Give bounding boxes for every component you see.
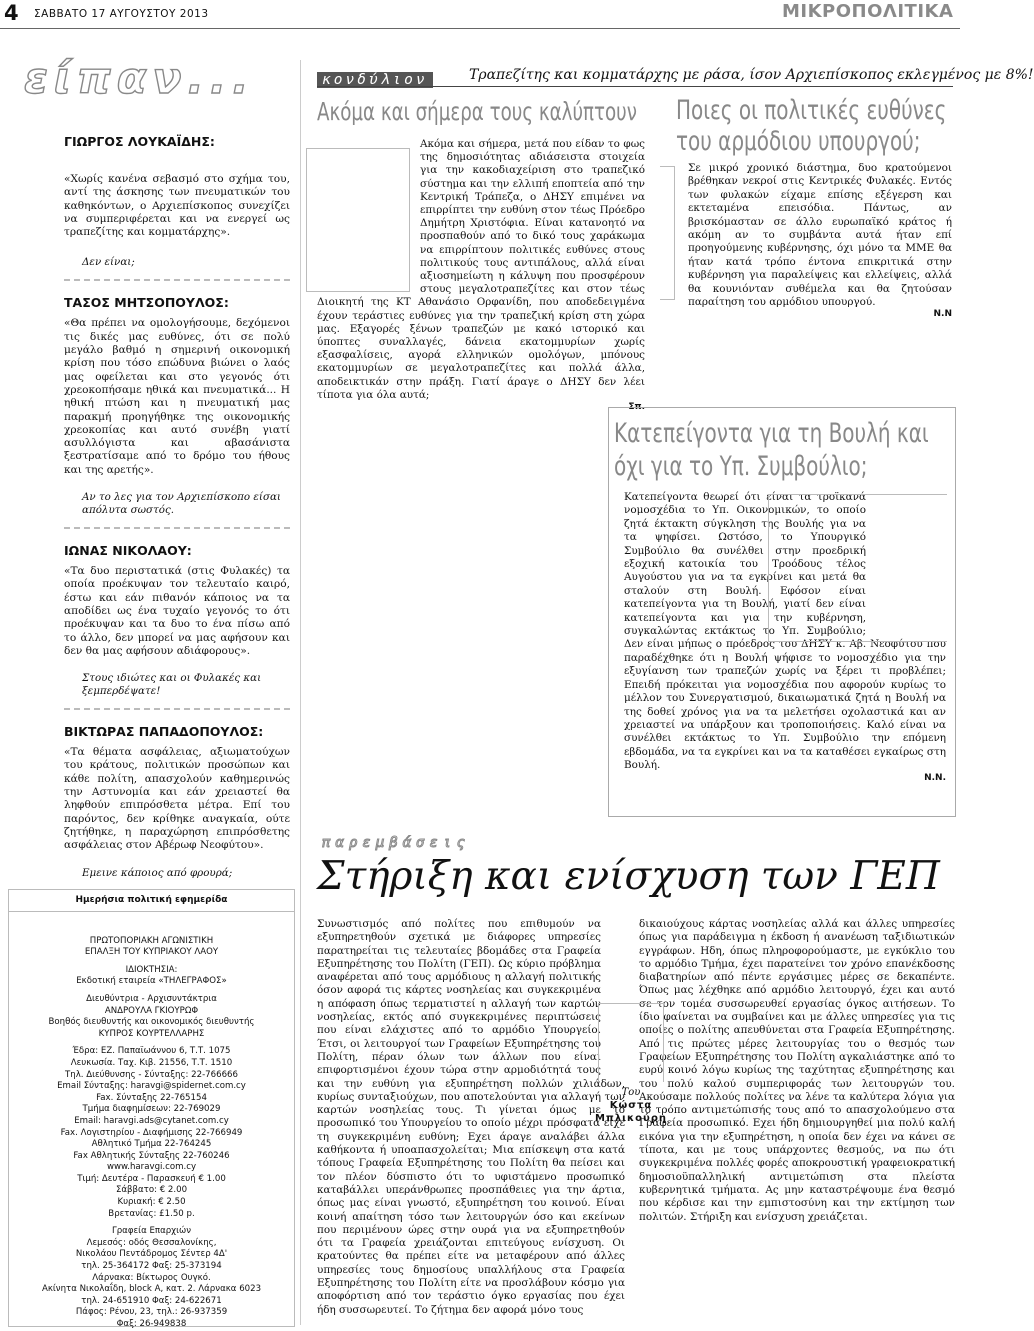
imprint-line: Λευκωσία. Ταχ. Κιβ. 21556, Τ.Τ. 1510 bbox=[70, 1057, 233, 1068]
page-number: 4 bbox=[4, 1, 19, 25]
kondylion-kicker: Τραπεζίτης και κομματάρχης με ράσα, ίσον Αρχιεπίσκοπος εκλεγμένος με 8%! bbox=[469, 67, 1034, 83]
imprint-line: Λάρνακα: Βίκτωρος Ουγκό. bbox=[92, 1272, 211, 1283]
eipan-column bbox=[64, 134, 290, 880]
article3-signature: Ν.Ν. bbox=[924, 772, 946, 783]
imprint-line: Αθλητικό Τμήμα 22-764245 bbox=[91, 1139, 212, 1150]
article2-title-text: Ποιες οι πολιτικές ευθύνες του αρμόδιου υπουργού; bbox=[676, 95, 947, 157]
imprint-line: Βρετανίας: £1.50 p. bbox=[108, 1208, 195, 1219]
imprint-line: τηλ. 24-651910 Φαξ: 24-622671 bbox=[81, 1295, 222, 1306]
divider bbox=[64, 527, 290, 529]
issue-date: ΣΑΒΒΑΤΟ 17 ΑΥΓΟΥΣΤΟΥ 2013 bbox=[34, 8, 209, 20]
article3-title bbox=[614, 417, 947, 483]
article3-title-text: Κατεπείγοντα για τη Βουλή και όχι για το Υπ. Συμβούλιο; bbox=[614, 418, 929, 482]
quote-block-3 bbox=[64, 543, 290, 710]
quote-comment: Αν το λες για τον Αρχιεπίσκοπο είσαι απόλυτα σωστός. bbox=[82, 491, 281, 517]
paremvaseis-label bbox=[317, 832, 475, 851]
imprint-line: Fax. Σύνταξης 22-765154 bbox=[96, 1092, 207, 1103]
imprint-line: Λεμεσός: οδός Θεσσαλονίκης, bbox=[86, 1237, 217, 1248]
imprint-line: Email: haravgi.ads@cytanet.com.cy bbox=[74, 1115, 229, 1126]
quote-comment: Δεν είναι; bbox=[82, 256, 135, 269]
paremvaseis-body-b: δικαιούχους κάρτας νοσηλείας αλλά και άλλες υπηρεσίες όπως για παράδειγμα η έκδοση ή ανανέωση ταξιδιωτικών εγγράφων. Ηδη, όπως πληροφορούμαστε, με εγκύκλιο του το αρμόδιο Τμήμα, έχει παρατείνει τον χρόνο επανέκδοσης διαβατηρίων από πέντε εργάσιμες μέρες σε δεκαπέντε. Όπως μας λέχθηκε από αρμόδιο λειτουργό, έχει και αυτό σε τον τομέα συσσωρευθεί εργασίας όγκος αιτήσεων. Το ίδιο φαίνεται να συμβαίνει και με άλλες υπηρεσίες για τις οποίες ο πολίτης απευθύνεται στα Γραφεία Εξυπηρέτησης. Από τις πρώτες μέρες λειτουργίας του ο θεσμός των Γραφείων Εξυπηρέτησης του Πολίτη αγκαλιάστηκε από το ευρύ κοινό λόγω κυρίως της ταχύτητας εξυπηρέτησης και του πολύ καλού συμπεριφοράς των λειτουργών του. Ακούσαμε πολλούς πολίτες να λένε τα καλύτερα λόγια για το τρόπο αντιμετώπισής τους από το απασχολούμενο στα Γραφεία προσωπικό. Εχει ήδη δημιουργηθεί μια πολύ καλή εικόνα για την εξυπηρέτηση, η οποία δεν έχει να κάνει σε τίποτα, και με τους υπάρχοντες θεσμούς, να πω ότι συγκεκριμένα πολλές φορές αποκρουστική γραφειοκρατική δημοσιοϋπαλληλική αντιμετώπιση στα πλείστα κυβερνητικά τμήματα. Ας μην καταστρέψουμε ένα θεσμό που κέρδισε και την εμπιστοσύνη και την εκτίμηση των πολιτών. Στήριξη και ενίσχυση χρειάζεται. bbox=[639, 918, 955, 1223]
kicker-rule bbox=[317, 86, 953, 87]
imprint-line: Email Σύνταξης: haravgi@spidernet.com.cy bbox=[57, 1081, 246, 1092]
article3-photo-frame bbox=[768, 494, 947, 642]
paremvaseis-body-a: Συνωστισμός από πολίτες που επιθυμούν να εξυπηρετηθούν σχετικά με διάφορες υπηρεσίες παρατηρείται τις τελευταίες βδομάδες στα Γραφεία Εξυπηρέτησης του Πολίτη (ΓΕΠ). Ως κύριο πρόβλημα αναφέρεται από τους αρμόδιους η αλλαγή πολιτικής όσον αφορά τις κάρτες νοσηλείας και συγκεκριμένα η απόφαση όπως τερματιστεί η αλλαγή των καρτών νοσηλείας, εκτός από συγκεκριμένες περιπτώσεις που είναι ελάχιστες από το αρμόδιο Υπουργείο. Έτσι, οι λειτουργοί των Γραφείων Εξυπηρέτησης του Πολίτη, πέραν όλων των άλλων που είναι επιφορτισμένοι έχουν τώρα στην αρμοδιότητά τους και την ευθύνη για εξυπηρέτηση πολλών χιλιάδων, κυρίως συνταξιούχων, που αποτελούνται για αλλαγή των καρτών νοσηλείας τους. Τι γίνεται όμως με το προσωπικό του Υπουργείου το οποίο μέχρι πρόσφατα είχε τη συγκεκριμένη ευθύνη; Εχει άραγε αναλάβει άλλα καθήκοντα ή υποαπασχολείται; Μια επίσκεψη στα κατά τόπους Γραφεία Εξυπηρέτησης του Πολίτη θα πείσει και τον πλέον δύσπιστο ότι το υφιστάμενο προσωπικό καταβάλλει υπεράνθρωπες προσπάθειες για την άρτια, όπως μας είναι γνωστό, εξυπηρέτηση του κοινού. Είναι κοινή απαίτηση τόσο των λειτουργών όσο και εκείνων που περιμένουν ώρες στην ουρά για να εξυπηρετηθούν ότι τα Γραφεία χρειάζονται επιτεύγους ενίσχυση. Οι κρατούντες θα πρέπει είτε να μεταφέρουν από άλλες υπηρεσίες τους δημοσίους υπαλλήλους στα Γραφεία Εξυπηρέτησης του Πολίτη είτε να προσλάβουν κόσμο για αποφόρτιση από τον τεράστιο όγκο εργασίας που έχει ήδη συσσωρευτεί. Το ζήτημα δεν αφορά μόνο τους bbox=[317, 918, 625, 1316]
imprint-line: Κυριακή: € 2.50 bbox=[117, 1197, 186, 1208]
imprint-line: ΠΡΩΤΟΠΟΡΙΑΚΗ ΑΓΩΝΙΣΤΙΚΗ bbox=[89, 935, 214, 946]
imprint-line: Εκδοτική εταιρεία «ΤΗΛΕΓΡΑΦΟΣ» bbox=[76, 976, 227, 987]
imprint-line: Τιμή: Δευτέρα - Παρασκευή € 1.00 bbox=[77, 1173, 226, 1184]
kondylion-tag: κονδύλιον bbox=[317, 72, 433, 88]
imprint-line: Φαξ: 26-949838 bbox=[116, 1319, 187, 1329]
imprint-lines bbox=[9, 912, 294, 1331]
quote-speaker: ΙΩΝΑΣ ΝΙΚΟΛΑΟΥ: bbox=[64, 543, 192, 559]
article3-body: Κατεπείγοντα θεωρεί ότι είναι τα τροϊκανά νομοσχέδια το Υπ. Οικονομικών, το οποίο ζητά έκτακτη σύγκληση της Βουλής για να τα ψηφίσει. Ωστόσο, το Υπουργικό Συμβούλιο θα συνέλθει στην προεδρική εξοχική κατοικία του Τροόδους τέλος Αυγούστου για να τα εγκρίνει και μετά θα σταλούν στη Βουλή. Εφόσον είναι κατεπείγοντα για τη Βουλή, γιατί δεν είναι κατεπείγοντα και για την κυβέρνηση, συγκαλώντας εκτάκτως το Υπ. Συμβούλιο; Δεν είναι μήπως ο πρόεδρος του ΔΗΣΥ κ. Αβ. Νεοφύτου που παραδέχθηκε ότι η Βουλή ψήφισε το νομοσχέδιο για την εξυγίανση των τραπεζών χωρίς να ξέρει τι προβλέπει; Επειδή πρόκειται για νομοσχέδια που αφορούν κυρίως το μέλλον του Συνεργατισμού, δικαιωματικά ζητά η Βουλή να της δοθεί χρόνος για να τα μελετήσει οχολαστικά και αν χρειαστεί να υπάρξουν και τροποποιήσεις. Καλό είναι να συνέλθει εκτάκτως το Υπ. Συμβούλιο την επόμενη εβδομάδα, να τα εγκρίνει και να τα καταθέσει εγκαίρως στη Βουλή. bbox=[624, 491, 946, 772]
imprint-header: Ημερήσια πολιτική εφημερίδα bbox=[9, 890, 294, 912]
section-title: ΜΙΚΡΟΠΟΛΙΤΙΚΑ bbox=[782, 1, 954, 22]
paremvaseis-col-a bbox=[317, 918, 625, 1323]
quote-text: «Χωρίς κανένα σεβασμό στο σχήμα του, αντί της άσκησης των πνευματικών του καθηκόντων, ο Αρχιεπίσκοπος συνεχίζει να συμπεριφέρεται και να ενεργεί ως τραπεζίτης και κομματάρχης». bbox=[64, 173, 290, 239]
byline-name2: Μπλικούρη bbox=[594, 1113, 668, 1124]
quote-speaker: ΒΙΚΤΩΡΑΣ ΠΑΠΑΔΟΠΟΥΛΟΣ: bbox=[64, 724, 264, 740]
imprint-box bbox=[8, 889, 295, 1327]
quote-speaker: ΤΑΣΟΣ ΜΗΤΣΟΠΟΥΛΟΣ: bbox=[64, 295, 229, 311]
imprint-line: Fax. Λογιστηρίου - Διαφήμισης 22-766949 bbox=[60, 1127, 243, 1138]
article1-title: Ακόμα και σήμερα τους καλύπτουν bbox=[317, 97, 637, 126]
quote-text: «Τα θέματα ασφάλειας, αξιωματούχων του κράτους, πολιτικών προσώπων και κάθε πολίτη, απασχολούν καθημερινώς την Αστυνομία και εάν χρειαστεί θα ληφθούν επιπρόσθετα μέτρα. Επί του παρόντος, δεν κρίθηκε αναγκαία, ούτε ζητήθηκε, η παραχώρηση επιπρόσθετης ασφάλειας στον Αβέρωφ Νεοφύτου». bbox=[64, 746, 290, 852]
quote-block-2 bbox=[64, 295, 290, 529]
quote-text: «Τα δυο περιστατικά (στις Φυλακές) τα οποία προέκυψαν τον τελευταίο καιρό, έστω και εάν πιθανόν κάποιος να τα αποδίδει ως ένα τυχαίο γεγονός το ότι προέκυψαν και τα δυο το ένα πίσω από το άλλο, δεν μπορεί να μας αφήσουν και δεν θα μας αφήσουν αδιάφορους». bbox=[64, 565, 290, 657]
imprint-line: ΑΝΔΡΟΥΛΑ ΓΚΙΟΥΡΩΦ bbox=[104, 1005, 199, 1016]
author-photo-frame bbox=[598, 1003, 664, 1082]
paremvaseis-title: Στήριξη και ενίσχυση των ΓΕΠ bbox=[317, 854, 940, 899]
paremvaseis-col-b bbox=[639, 918, 955, 1323]
quote-speaker: ΓΙΩΡΓΟΣ ΛΟΥΚΑΪΔΗΣ: bbox=[64, 134, 215, 149]
byline-pre: Του bbox=[621, 1087, 641, 1098]
eipan-title: είπαν... bbox=[24, 54, 255, 104]
quote-block-4 bbox=[64, 724, 290, 879]
article1-signature: Σπ. bbox=[628, 402, 645, 413]
divider bbox=[64, 279, 290, 281]
imprint-line: Νικολάου Πεντάδρομος Σέντερ 4Δ' bbox=[75, 1249, 228, 1260]
imprint-line: ΕΠΑΛΞΗ ΤΟΥ ΚΥΠΡΙΑΚΟΥ ΛΑΟΥ bbox=[84, 947, 219, 958]
imprint-line: Πάφος: Ρένου, 23, τηλ.: 26-937359 bbox=[75, 1307, 228, 1318]
article2-body-wrap bbox=[676, 162, 952, 319]
article1-photo-frame bbox=[306, 148, 410, 292]
imprint-line: τηλ. 25-364172 Φαξ: 25-373194 bbox=[81, 1261, 222, 1272]
imprint-line: Βοηθός διευθυντής και οικονομικός διευθυντής bbox=[48, 1017, 255, 1028]
imprint-line: Γραφεία Επαρχιών bbox=[111, 1226, 192, 1237]
imprint-line: Διευθύντρια - Αρχισυντάκτρια bbox=[86, 993, 217, 1004]
quote-comment: Στους ιδιώτες και οι Φυλακές και ξεμπερδέψατε! bbox=[82, 672, 262, 698]
header-rule bbox=[0, 28, 960, 29]
article2-photo-frame bbox=[660, 166, 675, 300]
imprint-line: Fax Αθλητικής Σύνταξης 22-760246 bbox=[73, 1150, 230, 1161]
column-rule bbox=[300, 60, 301, 1325]
imprint-line: ΙΔΙΟΚΤΗΣΙΑ: bbox=[125, 964, 178, 975]
divider bbox=[64, 708, 290, 710]
paremvaseis-tag: παρεμβάσεις bbox=[322, 835, 470, 851]
imprint-line: Ακίνητα Νικολαΐδη, block A, κατ. 2. Λάρνακα 6023 bbox=[41, 1284, 262, 1295]
imprint-line: Σάββατο: € 2.00 bbox=[115, 1185, 188, 1196]
imprint-line: www.haravgi.com.cy bbox=[106, 1162, 197, 1173]
imprint-line: Έδρα: ΕΖ. Παπαϊωάννου 6, Τ.Τ. 1075 bbox=[72, 1046, 231, 1057]
article2-title bbox=[676, 95, 950, 157]
imprint-line: Τηλ. Διεύθυνσης - Σύνταξης: 22-766666 bbox=[65, 1069, 238, 1080]
quote-block-1 bbox=[64, 134, 290, 281]
byline-name1: Κώστα bbox=[609, 1100, 653, 1111]
quote-text: «Θα πρέπει να ομολογήσουμε, δεχόμενοι τις δικές μας ευθύνες, ότι σε πολύ μεγάλο βαθμό η σημερινή οικονομική κρίση που τόσο επώδυνα βιώνει ο λαός μας οφείλεται και στο γεγονός ότι χρεοκοπήσαμε ηθικά και πνευματικά... Η ηθική πτώση και η πνευματική μας παρακμή προηγήθηκε της οικονομικής χρεοκοπίας και αυτό συνέβη γιατί ασυλλόγιστα και αβασάνιστα ξεστρατίσαμε από το δρόμο του ήθους και της αρετής». bbox=[64, 317, 290, 476]
quote-comment: Εμεινε κάποιος από φρουρά; bbox=[82, 866, 233, 879]
article2-body: Σε μικρό χρονικό διάστημα, δυο κρατούμενοι βρέθηκαν νεκροί στις Κεντρικές Φυλακές. Εντός των φυλακών είχαμε επίσης εξέγερση και εκτεταμένα επεισόδια. Πάντως, αν βρισκόμασταν σε άλλο ευρωπαϊκό κράτος ή ακόμη αν το συμβάντα αυτά ήταν επί προηγούμενης κυβέρνησης, όχι μόνο τα ΜΜΕ θα ήταν κατά τρόπο έντονα επικριτικά στην κυβέρνηση για παραλείψεις και ελλείψεις, αλλά θα κουνιόνταν συθέμελα και θα ζητούσαν παραίτηση του αρμόδιου υπουργού. bbox=[688, 162, 952, 309]
byline bbox=[592, 1086, 670, 1125]
imprint-line: Τμήμα διαφημίσεων: 22-769029 bbox=[82, 1104, 221, 1115]
imprint-line: ΚΥΠΡΟΣ ΚΟΥΡΤΕΛΛΑΡΗΣ bbox=[98, 1028, 205, 1039]
article1-body: Ακόμα και σήμερα, μετά που είδαν το φως της δημοσιότητας αδιάσειστα στοιχεία για την κακοδιαχείριση στο τραπεζικό σύστημα και την ελλιπή εποπτεία από την Κεντρική Τράπεζα, ο ΔΗΣΥ επιμένει να επιρρίπτει την ευθύνη στον τέως Πρόεδρο Δημήτρη Χριστόφια. Είναι κατανοητό να προσπαθούν από το δικό τους χαράκωμα να επιρρίπτουν πολιτικές ευθύνες στους πολιτικούς τους αντιπάλους, αλλά είναι αξιοσημείωτη η κάλυψη που προσφέρουν στους μεγαλοτραπεζίτες και στον τέως Διοικητή της ΚΤ Αθανάσιο Ορφανίδη, που αποδεδειγμένα έχουν τεράστιες ευθύνες για την τραπεζική κρίση στη χώρα μας. Εξαγορές ξένων τραπεζών με κακό ιστορικό και ύποπτες συναλλαγές, δάνεια εκατομμυρίων χωρίς εξασφαλίσεις, αγορά ελληνικών ομολόγων, μπόνους εκατομμυρίων σε μεγαλοτραπεζίτες και πολλά άλλα, αποδεικτικάν στην πράξη. Γιατί άραγε ο ΔΗΣΥ δεν λέει τίποτα για όλα αυτά; bbox=[317, 138, 645, 401]
article2-signature: Ν.Ν bbox=[933, 309, 952, 320]
